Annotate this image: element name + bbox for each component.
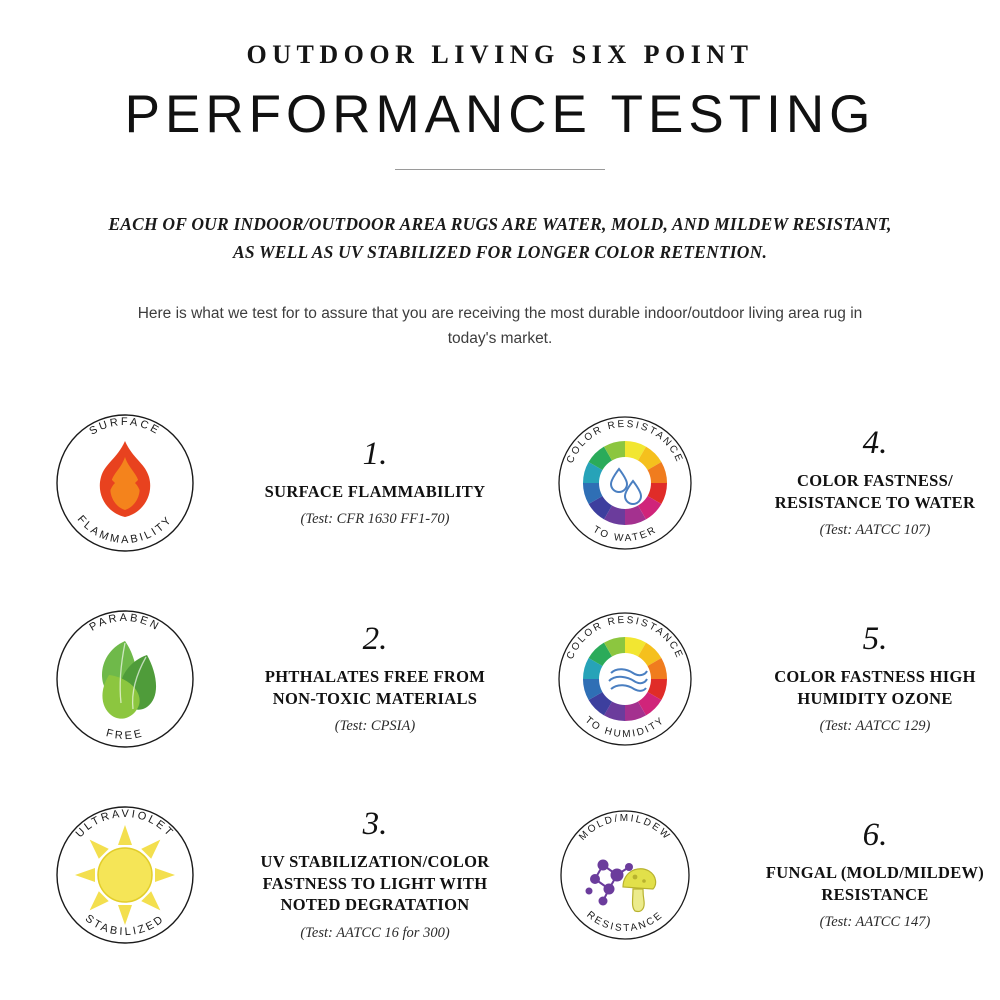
item-number: 4.: [862, 424, 888, 461]
item-2: [250, 581, 500, 777]
item-5: [750, 581, 1000, 777]
item-number: 6.: [862, 816, 888, 853]
item-test-standard: (Test: CFR 1630 FF1-70): [300, 511, 450, 528]
badge-top-label: PARABEN: [87, 611, 163, 634]
badge-mold-mildew-resistance: [500, 777, 750, 973]
item-test-standard: (Test: CPSIA): [334, 718, 416, 735]
item-3: [250, 777, 500, 973]
mold-mushroom-icon: [586, 860, 656, 912]
intro-statement: EACH OF OUR INDOOR/OUTDOOR AREA RUGS ARE WATER, MOLD, AND MILDEW RESISTANT, AS WELL AS UV STABILIZED FOR LONGER COLOR RETENTION.: [108, 214, 892, 263]
item-title: FUNGAL (MOLD/MILDEW) RESISTANCE: [765, 862, 985, 904]
item-title: UV STABILIZATION/COLOR FASTNESS TO LIGHT WITH NOTED DEGRATATION: [260, 851, 490, 915]
item-test-standard: (Test: AATCC 107): [819, 522, 931, 539]
badge-bottom-label: FLAMMABILITY: [74, 513, 176, 547]
header-eyebrow: OUTDOOR LIVING SIX POINT: [246, 40, 754, 69]
item-number: 1.: [362, 435, 388, 472]
leaf-icon: [102, 641, 156, 719]
badge-top-label: COLOR RESISTANCE: [564, 614, 686, 662]
sun-icon: [75, 825, 175, 925]
item-test-standard: (Test: AATCC 129): [819, 718, 931, 735]
badge-surface-flammability: [0, 385, 250, 581]
flame-icon: [100, 441, 150, 517]
item-title: PHTHALATES FREE FROM NON-TOXIC MATERIALS: [264, 666, 486, 708]
badge-top-label: ULTRAVIOLET: [73, 807, 177, 841]
item-title: SURFACE FLAMMABILITY: [264, 481, 486, 501]
badge-bottom-label: FREE: [104, 727, 146, 743]
item-test-standard: (Test: AATCC 16 for 300): [300, 925, 450, 942]
header-divider: [395, 169, 605, 170]
page-title: PERFORMANCE TESTING: [124, 85, 876, 144]
item-title: COLOR FASTNESS/ RESISTANCE TO WATER: [774, 470, 976, 512]
item-test-standard: (Test: AATCC 147): [819, 914, 931, 931]
item-number: 2.: [362, 620, 388, 657]
badge-top-label: SURFACE: [87, 415, 163, 438]
item-number: 5.: [862, 620, 888, 657]
badge-bottom-label: TO HUMIDITY: [582, 714, 668, 741]
item-number: 3.: [362, 805, 388, 842]
item-4: [750, 385, 1000, 581]
badge-paraben-free: [0, 581, 250, 777]
color-wheel-water-drops-icon: [578, 436, 672, 530]
badge-bottom-label: STABILIZED: [82, 912, 168, 939]
performance-test-grid: [0, 385, 1000, 973]
badge-ultraviolet-stabilized: [0, 777, 250, 973]
badge-color-resistance-humidity: [500, 581, 750, 777]
color-wheel-humidity-icon: [578, 632, 672, 726]
item-title: COLOR FASTNESS HIGH HUMIDITY OZONE: [774, 666, 976, 708]
item-1: [250, 385, 500, 581]
badge-bottom-label: TO WATER: [590, 524, 660, 545]
page-header: [0, 0, 1000, 170]
badge-color-resistance-water: [500, 385, 750, 581]
item-6: [750, 777, 1000, 973]
badge-bottom-label: RESISTANCE: [584, 909, 666, 935]
intro-subtext: Here is what we test for to assure that you are receiving the most durable indoor/outdoor living area rug in today's market.: [137, 304, 863, 347]
badge-top-label: MOLD/MILDEW: [577, 813, 673, 843]
badge-top-label: COLOR RESISTANCE: [564, 418, 686, 466]
